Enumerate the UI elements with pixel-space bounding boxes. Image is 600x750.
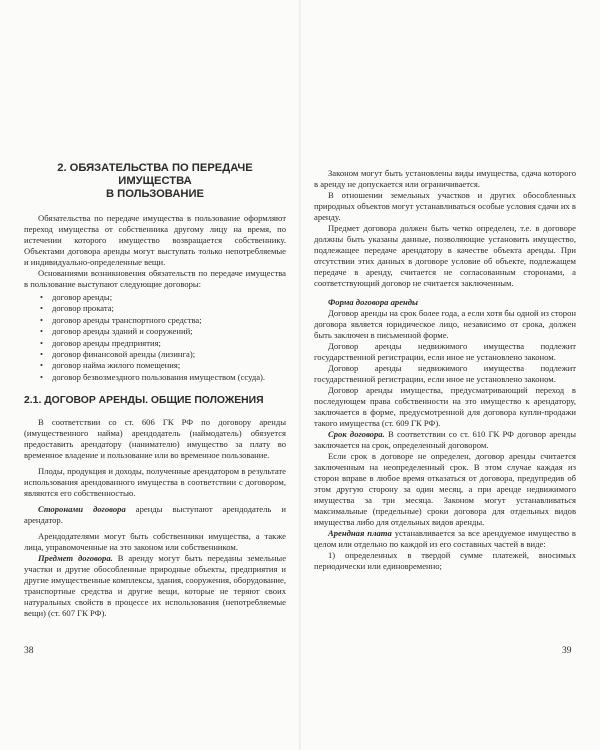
list-item: • договор финансовой аренды (лизинга); <box>40 349 286 360</box>
book-gutter <box>299 0 301 750</box>
page-number-left: 38 <box>24 646 34 656</box>
left-page <box>24 162 286 619</box>
right-paragraph-3: Предмет договора должен быть четко определен, т.е. в договоре должны быть указаны данные, позволяющие установить имущество, подлежащее передаче арендатору в качестве объекта аренды. При отсутствии этих данных в договоре условие об объекте, подлежащем передаче в аренду, считается не согласованным сторонами, а соответствующий договор не считается заключенным. <box>314 223 576 288</box>
list-item: • договор аренды зданий и сооружений; <box>40 326 286 337</box>
right-paragraph-10 <box>314 528 576 550</box>
list-item: • договор проката; <box>40 303 286 314</box>
subject-text: В аренду могут быть переданы земельные участки и другие обособленные природные объекты, предприятия и другие имущественные комплексы, здания, сооружения, оборудование, транспортные средства и другие вещи, которые не теряют своих натуральных свойств в процессе их использования (непотребляемые вещи) (ст. 607 ГК РФ). <box>24 553 287 619</box>
rent-text: устанавливается за все арендуемое имущество в целом или отдельно по каждой из его составных частей в виде: <box>314 528 576 549</box>
section-paragraph-3 <box>24 504 286 526</box>
term-rent: Арендная плата <box>328 528 392 538</box>
duration-text: В соответствии со ст. 610 ГК РФ договор аренды заключается на срок, определенный договором. <box>314 429 576 450</box>
form-heading: Форма договора аренды <box>328 297 419 307</box>
list-item: • договор найма жилого помещения; <box>40 360 286 371</box>
list-item: • договор аренды транспортного средства; <box>40 315 286 326</box>
list-item: • договор аренды; <box>40 292 286 303</box>
right-page <box>314 168 576 572</box>
intro-paragraph-1: Обязательства по передаче имущества в пользование оформляют переход имущества от собственника другому лицу на время, по истечении которого имущество возвращается собственнику. Объектами договора аренды могут выступать только непотребляемые и индивидуально-определенные вещи. <box>24 213 286 267</box>
right-paragraph-6: Договор аренды недвижимого имущества подлежит государственной регистрации, если иное не установлено законом. <box>314 363 576 384</box>
chapter-title-line2: В ПОЛЬЗОВАНИЕ <box>105 188 204 200</box>
right-paragraph-1: Законом могут быть установлены виды имущества, сдача которого в аренду не допускается или ограничивается. <box>314 168 576 189</box>
contract-list <box>24 292 286 383</box>
term-subject: Предмет договора. <box>38 553 113 564</box>
intro-paragraph-2: Основаниями возникновения обязательств по передаче имущества в пользование выступают следующие договоры: <box>24 268 286 289</box>
chapter-title <box>24 162 286 201</box>
right-paragraph-9: Если срок в договоре не определен, договор аренды считается заключенным на неопределенный срок. В этом случае каждая из сторон вправе в любое время отказаться от договора, предупредив об этом другую сторону за один месяц, а при аренде недвижимого имущества за три месяца. Законом могут устанавливаться максимальные (предельные) сроки договора для отдельных видов имущества либо для отдельных видов аренды. <box>314 451 576 527</box>
term-duration: Срок договора. <box>328 429 385 439</box>
right-paragraph-11: 1) определенных в твердой сумме платежей, вносимых периодически или единовременно; <box>314 550 576 571</box>
section-paragraph-5 <box>24 553 286 619</box>
right-paragraph-4: Договор аренды на срок более года, а если хотя бы одной из сторон договора является юридическое лицо, независимо от срока, должен быть заключен в письменной форме. <box>314 308 576 340</box>
section-title: 2.1. ДОГОВОР АРЕНДЫ. ОБЩИЕ ПОЛОЖЕНИЯ <box>24 395 264 407</box>
right-paragraph-2: В отношении земельных участков и других обособленных природных объектов могут устанавливаться особые условия сдачи их в аренду. <box>314 190 576 222</box>
right-paragraph-8 <box>314 429 576 451</box>
page-number-right: 39 <box>562 646 572 656</box>
list-item: • договор безвозмездного пользования имуществом (ссуда). <box>40 372 286 383</box>
term-parties: Сторонами договора <box>38 504 126 515</box>
chapter-title-line1: 2. ОБЯЗАТЕЛЬСТВА ПО ПЕРЕДАЧЕ ИМУЩЕСТВА <box>57 162 253 187</box>
section-paragraph-4: Арендодателями могут быть собственники имущества, а также лица, управомоченные на это законом или собственником. <box>24 531 286 553</box>
parties-text: аренды выступают арендодатель и арендатор. <box>24 504 286 526</box>
right-paragraph-7: Договор аренды имущества, предусматривающий переход в последующем права собственности на это имущество к арендатору, заключается в форме, предусмотренной для договора купли-продажи такого имущества (ст. 609 ГК РФ). <box>314 385 576 428</box>
right-paragraph-5: Договор аренды недвижимого имущества подлежит государственной регистрации, если иное не установлено законом. <box>314 341 576 362</box>
section-paragraph-2: Плоды, продукция и доходы, полученные арендатором в результате использования арендованного имущества в соответствии с договором, являются его собственностью. <box>24 466 286 499</box>
section-paragraph-1: В соответствии со ст. 606 ГК РФ по договору аренды (имущественного найма) арендодатель (наймодатель) обязуется предоставить арендатору (нанимателю) имущество за плату во временное владение и пользование или во временное пользование. <box>24 417 286 461</box>
list-item: • договор аренды предприятия; <box>40 338 286 349</box>
